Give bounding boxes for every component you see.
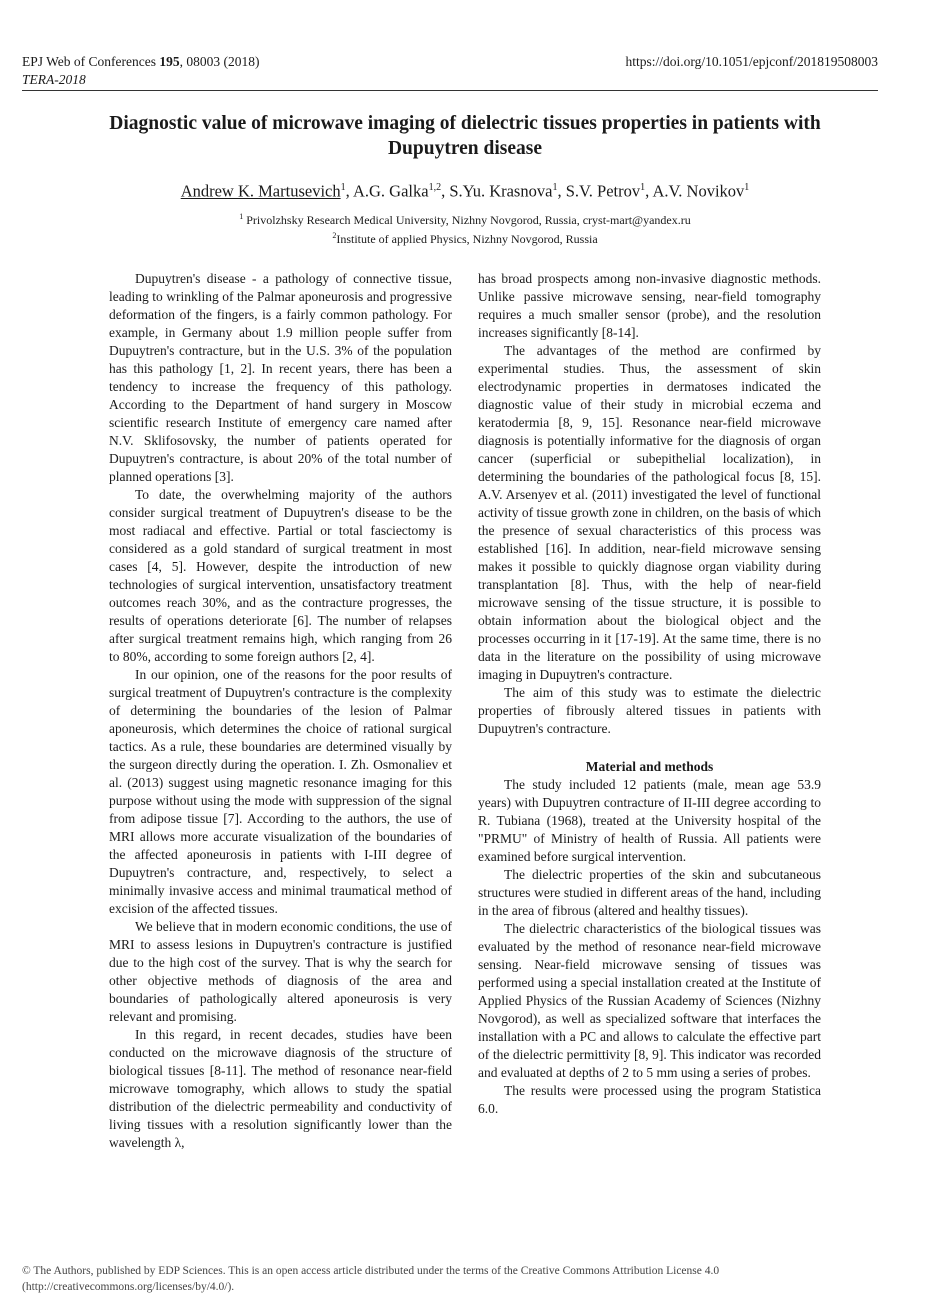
running-header-left [22,53,260,89]
affiliation-text: Privolzhsky Research Medical University, Nizhny Novgorod, Russia, cryst-mart@yandex.ru [243,213,691,227]
paragraph: In our opinion, one of the reasons for the poor results of surgical treatment of Dupuytren's contracture is the complexity of determining the boundaries of the lesion of Palmar aponeurosis, which determines the choice of rational surgical tactics. As a rule, these boundaries are determined visually by the surgeon directly during the operation. I. Zh. Osmonaliev et al. (2013) suggest using magnetic resonance imaging for this purpose without using the mode with suppression of the signal from adipose tissue [7]. According to the authors, the use of MRI allows more accurate visualization of the boundaries of the affected aponeurosis in patients with I-III degree of Dupuytren's contracture, and, respectively, to select a minimally invasive access and minimal traumatical method of excision of the affected tissues. [109,667,452,916]
author-name[interactable]: Andrew K. Martusevich [180,181,341,201]
license-footer: © The Authors, published by EDP Sciences. This is an open access article distributed under the terms of the Creative Commons Attribution License 4.0 (http://creativecommons.org/licenses/by/4.0/). [22,1265,720,1293]
paragraph: The study included 12 patients (male, mean age 53.9 years) with Dupuytren contracture of II-III degree according to R. Tubiana (1968), treated at the University hospital of the "PRMU" of Ministry of health of Russia. All patients were examined before surgical intervention. [478,777,821,864]
paragraph: The dielectric characteristics of the biological tissues was evaluated by the method of resonance near-field microwave sensing. Near-field microwave sensing of tissues was performed using a special installation created at the Institute of Applied Physics of the Russian Academy of Sciences (Nizhny Novgorod), as well as specialized software that interfaces the installation with a PC and allows to calculate the effective part of the dielectric permittivity [8, 9]. This indicator was recorded and evaluated at depths of 2 to 5 mm using a series of probes. [478,921,821,1080]
affiliation-mark: 1 [239,212,244,221]
journal-citation [22,53,260,71]
conference-name: TERA-2018 [22,72,86,87]
paragraph: The advantages of the method are confirmed by experimental studies. Thus, the assessment of skin electrodynamic properties in dermatoses indicated the diagnostic value of their study in microbial eczema and keratodermia [8, 9, 15]. Resonance near-field microwave diagnosis is potentially informative for the diagnosis of organ cancer (superficial or subepithelial localization), in determining the boundaries of the pathological focus [8, 15]. A.V. Arsenyev et al. (2011) investigated the level of functional activity of tissue growth zone in children, on the basis of which the presence of sexual characteristics of this process was established [16]. In addition, near-field microwave sensing makes it possible to quickly diagnose organ viability during transplantation [8]. Thus, with the help of near-field microwave sensing of the tissue structure, it is possible to obtain information about the biological object and the processes occurring in it [17-19]. At the same time, there is no data in the literature on the possibility of using microwave imaging in Dupuytren's contracture. [478,343,821,682]
affiliation-mark: 2 [332,231,337,240]
affiliation-text: Institute of applied Physics, Nizhny Novgorod, Russia [336,232,598,246]
author-affil-mark: 1 [340,182,346,193]
author-affil-mark: 1 [640,182,646,193]
author-affil-mark: 1 [552,182,558,193]
journal-name: EPJ Web of Conferences [22,54,160,69]
doi-link[interactable]: https://doi.org/10.1051/epjconf/201819508003 [625,54,878,69]
paragraph: The results were processed using the program Statistica 6.0. [478,1083,821,1116]
author-name: S.V. Petrov [565,181,641,201]
paragraph: The dielectric properties of the skin and subcutaneous structures were studied in different areas of the hand, including in the area of fibrous (altered and healthy tissues). [478,867,821,918]
paper-title: Diagnostic value of microwave imaging of dielectric tissues properties in patients with Dupuytren disease [109,113,821,159]
journal-issue: , 08003 (2018) [179,54,260,69]
body-column-left [109,270,452,1152]
author-name: S.Yu. Krasnova [449,181,553,201]
journal-volume: 195 [159,54,180,69]
body-column-right [478,270,821,1118]
author-affil-mark: 1 [744,182,750,193]
affiliation-line [60,209,870,228]
affiliation-line [60,228,870,247]
author-list: Andrew K. Martusevich$^1$, A.G. Galka$^{1,2}$, S.Yu. Krasnova$^1$, S.V. Petrov$^1$, A.V. Novikov$^1$ [180,181,750,201]
section-heading: Material and methods [585,759,714,774]
paragraph: Dupuytren's disease - a pathology of connective tissue, leading to wrinkling of the Palmar aponeurosis and progressive deformation of the fingers, is a fairly common pathology. For example, in Germany about 1.9 million people suffer from Dupuytren's contracture, but in the U.S. 3% of the population has this pathology [1, 2]. In recent years, there has been a tendency to increase the frequency of this pathology. According to the Department of hand surgery in Moscow scientific research Institute of emergency care named after N.V. Sklifosovsky, the number of patients operated for Dupuytren's contracture, is about 20% of the total number of planned operations [3]. [109,271,452,484]
author-affil-mark: 1,2 [428,182,442,193]
paragraph: The aim of this study was to estimate the dielectric properties of fibrously altered tissues in patients with Dupuytren's contracture. [478,685,821,736]
paragraph: To date, the overwhelming majority of the authors consider surgical treatment of Dupuytren's disease to be the most radiacal and effective. Partial or total fasciectomy is considered as a gold standard of surgical treatment in most cases [4, 5]. However, despite the introduction of new technologies of surgical intervention, unsatisfactory treatment outcomes reach 30%, and as the contracture progresses, the results of operations deteriorate [6]. The number of relapses after surgical treatment remains high, which ranging from 26 to 80%, according to some foreign authors [2, 4]. [109,487,452,664]
paragraph: We believe that in modern economic conditions, the use of MRI to assess lesions in Dupuytren's contracture is justified due to the high cost of the survey. That is why the search for other objective methods of diagnosis of the area and boundaries of pathologically altered aponeurosis is very relevant and promising. [109,919,452,1024]
header-divider [22,90,878,91]
paragraph: In this regard, in recent decades, studies have been conducted on the microwave diagnosis of the structure of biological tissues [8-11]. The method of resonance near-field microwave tomography, which allows to study the spatial distribution of the dielectric permeability and conductivity of living tissues with a resolution significantly lower than the wavelength λ, [109,1027,452,1150]
affiliations [60,209,870,247]
author-name: A.V. Novikov [652,181,745,201]
paragraph-continuation: has broad prospects among non-invasive diagnostic methods. Unlike passive microwave sensing, near-field tomography requires a much smaller sensor (probe), and the resolution increases significantly [8-14]. [478,271,821,340]
author-name: A.G. Galka [352,181,429,201]
